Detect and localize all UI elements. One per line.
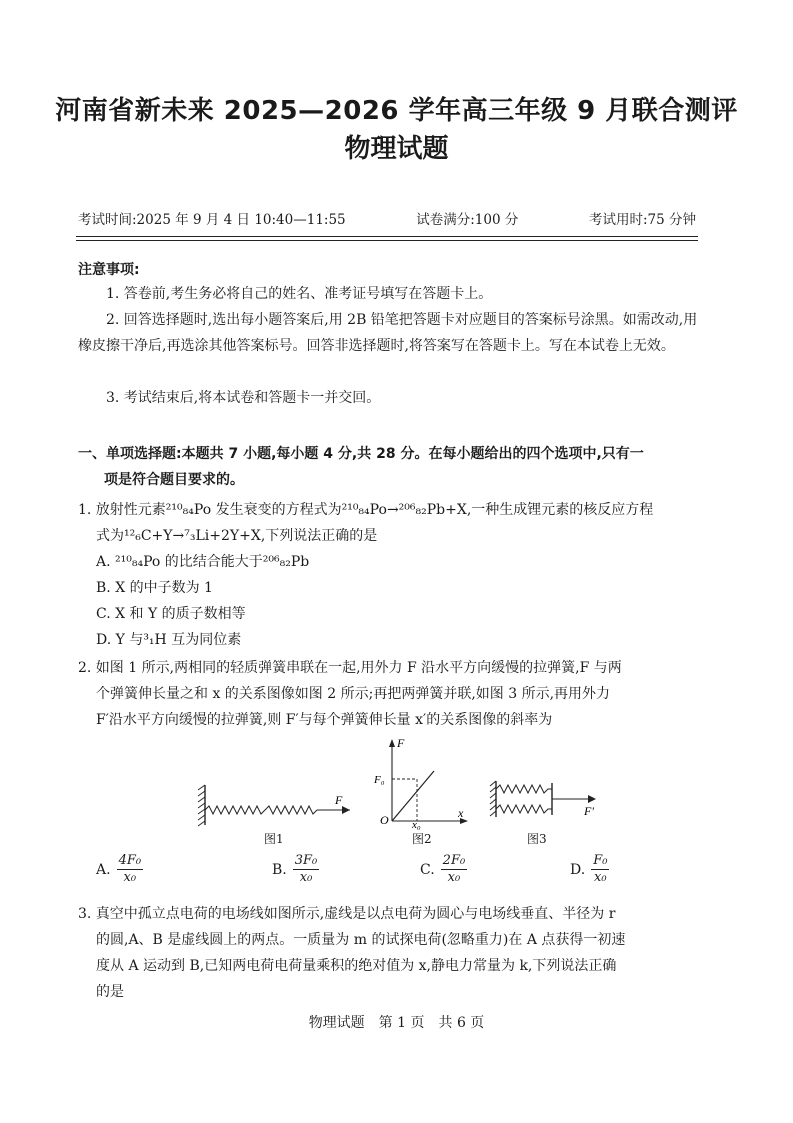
- figure-2-graph: [372, 735, 472, 830]
- q2-stem-line3: F′沿水平方向缓慢的拉弹簧,则 F′与每个弹簧伸长量 x′的关系图像的斜率为: [96, 712, 553, 728]
- figure-3-parallel-springs: [488, 775, 603, 825]
- q2-option-b-numerator: 3F₀: [294, 853, 318, 868]
- q2-option-a-letter: A.: [96, 861, 111, 878]
- graph-axis-f: F: [397, 736, 405, 750]
- graph-x0-label: x₀: [412, 819, 421, 830]
- q2-option-a-numerator: 4F₀: [118, 853, 142, 868]
- notice-item-1: 1. 答卷前,考生务必将自己的姓名、准考证号填写在答题卡上。: [106, 286, 493, 302]
- divider-thick: [76, 236, 698, 237]
- figure-1-label: 图1: [264, 832, 284, 846]
- graph-axis-x: x: [458, 806, 464, 820]
- full-score: 试卷满分:100 分: [416, 212, 519, 228]
- q3-stem-line3: 度从 A 运动到 B,已知两电荷电荷量乘积的绝对值为 x,静电力常量为 k,下列说法正确: [96, 958, 617, 974]
- notice-item-2: 2. 回答选择题时,选出每小题答案后,用 2B 铅笔把答题卡对应题目的答案标号涂黑。如需改动,用橡皮擦干净后,再选涂其他答案标号。回答非选择题时,将答案写在答题卡上。写在本试卷上无效。: [78, 312, 698, 354]
- fig3-force-label: F′: [584, 804, 594, 818]
- page-footer: 物理试题 第 1 页 共 6 页: [308, 1015, 485, 1031]
- q2-option-c-letter: C.: [420, 861, 435, 878]
- graph-f0-label: F₀: [374, 774, 385, 786]
- subject-title: 物理试题: [344, 134, 449, 164]
- q1-option-b: B. X 的中子数为 1: [96, 580, 213, 596]
- q2-option-b: [272, 853, 319, 886]
- q2-option-b-fraction: [293, 853, 320, 886]
- figure-1-series-springs: [195, 780, 360, 830]
- divider-thin: [76, 240, 698, 241]
- q2-option-d-denominator: x₀: [594, 870, 607, 885]
- q3-stem-line2: 的圆,A、B 是虚线圆上的两点。一质量为 m 的试探电荷(忽略重力)在 A 点获得一初速: [96, 932, 626, 948]
- notice-title: 注意事项:: [78, 262, 140, 278]
- fig1-force-label: F: [335, 793, 343, 807]
- graph-origin: O: [380, 813, 389, 827]
- q2-option-c-fraction: [441, 853, 468, 886]
- q2-option-a-fraction: [117, 853, 144, 886]
- q2-option-d-letter: D.: [570, 861, 586, 878]
- notice-item-3: 3. 考试结束后,将本试卷和答题卡一并交回。: [106, 390, 381, 406]
- q2-option-d-fraction: [591, 853, 609, 886]
- figure-3-label: 图3: [527, 832, 547, 846]
- q3-stem-line4: 的是: [96, 984, 124, 1000]
- section-heading-line1: 一、单项选择题:本题共 7 小题,每小题 4 分,共 28 分。在每小题给出的四个选项中,只有一: [78, 446, 644, 462]
- q2-option-c-numerator: 2F₀: [442, 853, 466, 868]
- q1-stem-line2: 式为¹²₆C+Y→⁷₃Li+2Y+X,下列说法正确的是: [96, 528, 378, 544]
- q1-option-c: C. X 和 Y 的质子数相等: [96, 606, 246, 622]
- q2-option-c: [420, 853, 467, 886]
- figure-2-label: 图2: [412, 832, 432, 846]
- q2-option-a-denominator: x₀: [123, 870, 137, 885]
- q1-option-d: D. Y 与³₁H 互为同位素: [96, 632, 242, 648]
- q2-option-d-numerator: F₀: [593, 853, 608, 868]
- q1-stem-line1: 1. 放射性元素²¹⁰₈₄Po 发生衰变的方程式为²¹⁰₈₄Po→²⁰⁶₈₂Pb+X,一种生成锂元素的核反应方程: [78, 502, 654, 518]
- q2-option-d: [570, 853, 609, 886]
- q1-option-a: A. ²¹⁰₈₄Po 的比结合能大于²⁰⁶₈₂Pb: [96, 554, 310, 570]
- exam-time: 考试时间:2025 年 9 月 4 日 10:40—11:55: [78, 212, 346, 228]
- q2-option-b-denominator: x₀: [299, 870, 313, 885]
- exam-title: 河南省新未来 2025—2026 学年高三年级 9 月联合测评: [55, 96, 738, 126]
- q3-stem-line1: 3. 真空中孤立点电荷的电场线如图所示,虚线是以点电荷为圆心与电场线垂直、半径为 r: [78, 906, 616, 922]
- q2-stem-line1: 2. 如图 1 所示,两相同的轻质弹簧串联在一起,用外力 F 沿水平方向缓慢的拉弹簧,F 与两: [78, 660, 622, 676]
- exam-info-bar: [78, 208, 696, 228]
- section-heading-line2: 项是符合题目要求的。: [104, 472, 244, 488]
- q2-option-a: [96, 853, 143, 886]
- q2-option-c-denominator: x₀: [447, 870, 461, 885]
- exam-duration: 考试用时:75 分钟: [588, 212, 696, 228]
- q2-option-b-letter: B.: [272, 861, 287, 878]
- q2-stem-line2: 个弹簧伸长量之和 x 的关系图像如图 2 所示;再把两弹簧并联,如图 3 所示,再用外力: [96, 686, 611, 702]
